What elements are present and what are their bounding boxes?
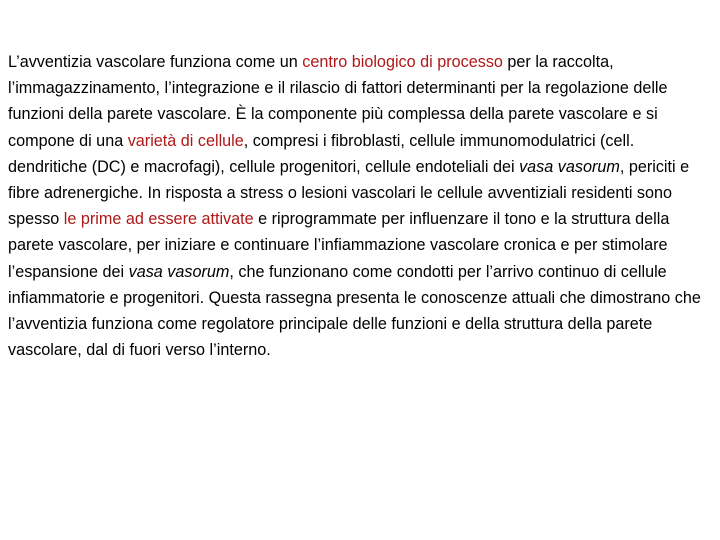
text-segment: , periciti e fibre adrenergiche. In risposta a stress o lesioni vascolari le cellule avventiziali residenti sono spesso xyxy=(8,157,690,229)
text-segment: e riprogrammate per influenzare il tono e la struttura della parete vascolare, per iniziare e continuare l’infiammazione vascolare cronica e per stimolare l’espansione dei xyxy=(8,210,670,281)
text-segment: , che funzionano come condotti per l’arrivo continuo di cellule infiammatorie e progenitori. Questa rassegna presenta le conoscenze attuali che dimostrano che l’avventizia funziona come regolatore principale delle funzioni e della struttura della parete vascolare, dal di fuori verso l’interno. xyxy=(8,262,701,360)
text-segment: L’avventizia vascolare funziona come un xyxy=(8,53,303,71)
italic-term: vasa vasorum xyxy=(519,157,620,176)
text-segment: , compresi i fibroblasti, cellule immunomodulatrici (cell. dendritiche (DC) e macrofagi), cellule progenitori, cellule endoteliali dei xyxy=(8,131,635,176)
italic-term: vasa vasorum xyxy=(128,262,230,281)
body-paragraph xyxy=(8,49,714,363)
highlighted-phrase: le prime ad essere attivate xyxy=(63,210,254,229)
highlighted-phrase: varietà di cellule xyxy=(127,131,244,150)
highlighted-phrase: centro biologico di processo xyxy=(302,53,503,71)
text-segment: per la raccolta, l’immagazzinamento, l’integrazione e il rilascio di fattori determinanti per la regolazione delle funzioni della parete vascolare. È la componente più complessa della parete vascolare e si compone di una xyxy=(8,53,668,150)
